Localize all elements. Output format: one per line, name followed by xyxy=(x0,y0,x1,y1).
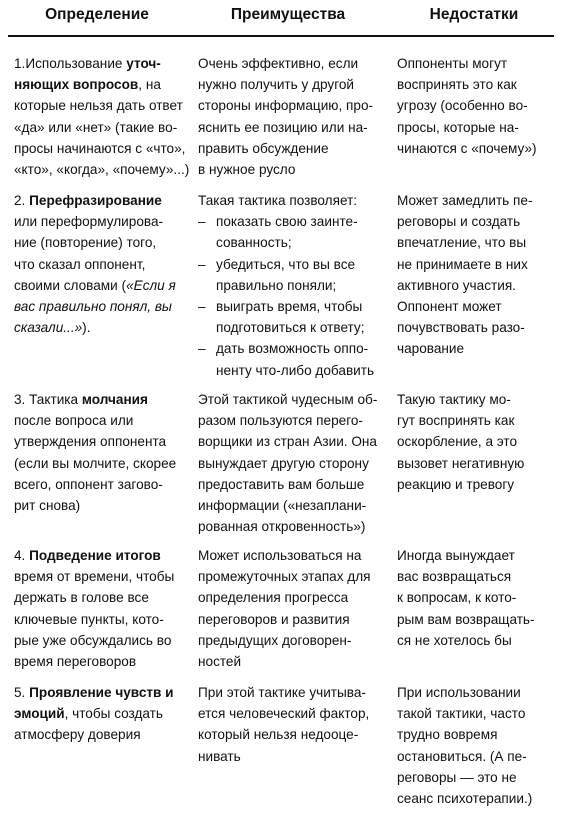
header-rule xyxy=(8,35,554,37)
row-1-definition: 1.Использование уточ- няющих вопросов, на которые нельзя дать ответ «да» или «нет» (такие во- просы начинаются с «что», «кто», «когда», «почему»...) xyxy=(14,56,190,178)
row-5-disadvantages: При использовании такой тактики, часто трудно вовремя остановиться. (А пе- реговоры — это не сеанс психотерапии.) xyxy=(397,685,533,807)
row-4-advantages: Может использоваться на промежуточных этапах для определения прогресса переговоров и развития предыдущих договорен- ностей xyxy=(198,548,371,670)
table-header xyxy=(0,0,562,36)
bullet-item: – дать возможность оппо- xyxy=(198,341,369,357)
row-1-advantages: Очень эффективно, если нужно получить у другой стороны информацию, про- яснить ее позицию или на- править обсуждение в нужное русло xyxy=(198,56,374,178)
row-4-definition: 4. Подведение итогов время от времени, чтобы держать в голове все ключевые пункты, кото- рые уже обсуждались во время переговоров xyxy=(14,548,175,670)
row-4-disadvantages: Иногда вынуждает вас возвращаться к вопросам, к кото- рым вам возвращать- ся не хотелось бы xyxy=(397,548,535,648)
header-disadvantages: Недостатки xyxy=(429,6,519,23)
bullet-item: – показать свою заинте- xyxy=(198,214,358,230)
row-3-definition: 3. Тактика молчания после вопроса или утверждения оппонента (если вы молчите, скорее всего, оппонент загово- рит снова) xyxy=(14,392,177,514)
row-2-advantages: Такая тактика позволяет: – показать свою заинте- сованность; – убедиться, что вы все правильно поняли; – выиграть время, чтобы подготовиться к ответу; – дать возможность оппо- ненту что-либо добавить xyxy=(198,190,388,381)
bullet-item: – выиграть время, чтобы xyxy=(198,299,363,315)
row-1-disadvantages: Оппоненты могут воспринять это как угрозу (особенно во- просы, которые на- чинаются с «почему») xyxy=(397,56,537,156)
header-advantages: Преимущества xyxy=(230,6,346,23)
header-definition: Определение xyxy=(45,6,149,23)
row-3-disadvantages: Такую тактику мо- гут воспринять как оскорбление, а это вызовет негативную реакцию и тревогу xyxy=(397,392,525,492)
row-2-disadvantages: Может замедлить пе- реговоры и создать впечатление, что вы не принимаете в них активного участия. Оппонент может почувствовать разо- чарование xyxy=(397,193,533,357)
row-5-advantages: При этой тактике учитыва- ется человеческий фактор, который нельзя недооце- нивать xyxy=(198,685,370,764)
bullet-item: – убедиться, что вы все xyxy=(198,256,356,272)
row-2-definition: 2. Перефразирование или переформулирова- ние (повторение) того, что сказал оппонент, своими словами («Если я вас правильно понял, вы сказали...»). xyxy=(14,193,176,336)
row-5-definition: 5. Проявление чувств и эмоций, чтобы создать атмосферу доверия xyxy=(14,685,174,743)
row-3-advantages: Этой тактикой чудесным об- разом пользуются перего- ворщики из стран Азии. Она вынуждает другую сторону предоставить вам больше информации («незаплани- рованная откровенность») xyxy=(198,392,378,535)
